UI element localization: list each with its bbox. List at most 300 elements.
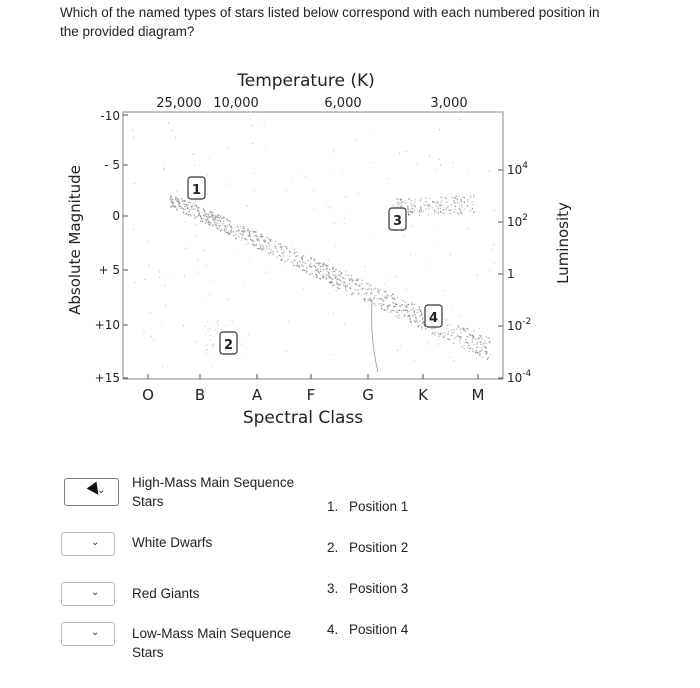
star-dot — [229, 224, 230, 225]
star-dot — [468, 201, 469, 202]
star-dot — [233, 235, 234, 236]
magnitude-axis-title: Absolute Magnitude — [66, 165, 84, 315]
star-dot — [473, 195, 474, 196]
star-dot — [322, 264, 323, 265]
star-dot — [457, 198, 458, 199]
star-dot — [443, 213, 444, 214]
star-dot — [402, 202, 403, 203]
star-dot — [268, 248, 269, 249]
star-dot — [400, 206, 401, 207]
star-dot — [452, 197, 453, 198]
star-dot — [297, 255, 298, 256]
star-dot — [279, 255, 280, 256]
star-dot — [310, 264, 311, 265]
star-dot — [374, 297, 375, 298]
star-dot — [251, 231, 252, 232]
star-dot — [370, 293, 371, 294]
star-dot — [171, 130, 172, 131]
answer-dropdown-4[interactable] — [61, 622, 115, 646]
star-dot — [326, 274, 327, 275]
star-dot — [448, 209, 449, 210]
star-dot — [408, 211, 409, 212]
star-dot — [221, 229, 222, 230]
star-dot — [227, 220, 228, 221]
star-dot — [417, 321, 418, 322]
star-dot — [420, 205, 421, 206]
star-dot — [252, 244, 253, 245]
star-dot — [264, 239, 265, 240]
star-dot — [309, 266, 310, 267]
luminosity-tick: $10^4$ — [507, 161, 529, 177]
star-dot — [384, 297, 385, 298]
star-dot — [268, 252, 269, 253]
star-dot — [202, 221, 203, 222]
star-dot — [464, 197, 465, 198]
star-dot — [345, 286, 346, 287]
star-dot — [468, 345, 469, 346]
star-dot — [489, 342, 490, 343]
star-dot — [250, 239, 251, 240]
chevron-down-icon: ⌄ — [91, 627, 100, 638]
star-dot — [445, 290, 446, 291]
star-dot — [458, 213, 459, 214]
star-dot — [211, 366, 212, 367]
star-dot — [437, 213, 438, 214]
star-dot — [446, 202, 447, 203]
star-dot — [395, 315, 396, 316]
star-dot — [287, 260, 288, 261]
star-dot — [275, 246, 276, 247]
star-dot — [335, 277, 336, 278]
star-dot — [409, 214, 410, 215]
star-dot — [220, 216, 221, 217]
luminosity-tick: $10^{-4}$ — [507, 369, 532, 385]
star-dot — [422, 320, 423, 321]
spectral-class-label: B — [194, 386, 206, 404]
star-dot — [185, 222, 186, 223]
svg-text:4: 4 — [428, 311, 439, 326]
star-dot — [407, 311, 408, 312]
star-dot — [356, 284, 357, 285]
star-dot — [225, 227, 226, 228]
star-dot — [171, 200, 172, 201]
star-dot — [472, 348, 473, 349]
star-dot — [355, 289, 356, 290]
star-dot — [489, 270, 490, 271]
star-dot — [323, 266, 324, 267]
star-dot — [275, 247, 276, 248]
star-dot — [194, 165, 195, 166]
star-dot — [458, 316, 459, 317]
star-dot — [176, 200, 177, 201]
star-dot — [203, 215, 204, 216]
star-dot — [445, 209, 446, 210]
star-dot — [318, 271, 319, 272]
star-dot — [434, 213, 435, 214]
star-dot — [436, 169, 437, 170]
star-dot — [440, 208, 441, 209]
match-item-label: High-Mass Main Sequence Stars — [132, 475, 295, 509]
star-dot — [484, 341, 485, 342]
star-dot — [210, 222, 211, 223]
star-dot — [472, 208, 473, 209]
star-dot — [436, 205, 437, 206]
star-dot — [427, 214, 428, 215]
star-dot — [485, 343, 486, 344]
star-dot — [198, 214, 199, 215]
star-dot — [428, 208, 429, 209]
star-dot — [464, 208, 465, 209]
star-dot — [333, 267, 334, 268]
star-dot — [399, 317, 400, 318]
star-dot — [421, 314, 422, 315]
star-dot — [302, 256, 303, 257]
star-dot — [225, 325, 226, 326]
star-dot — [410, 203, 411, 204]
star-dot — [244, 228, 245, 229]
star-dot — [472, 201, 473, 202]
star-dot — [340, 280, 341, 281]
star-dot — [314, 260, 315, 261]
star-dot — [220, 220, 221, 221]
star-dot — [204, 211, 205, 212]
star-dot — [210, 216, 211, 217]
star-dot — [240, 226, 241, 227]
star-dot — [378, 290, 379, 291]
star-dot — [454, 209, 455, 210]
star-dot — [434, 209, 435, 210]
star-dot — [253, 245, 254, 246]
star-dot — [429, 156, 430, 157]
star-dot — [438, 211, 439, 212]
star-dot — [437, 339, 438, 340]
magnitude-tick: 0 — [112, 209, 120, 223]
star-dot — [442, 333, 443, 334]
star-dot — [212, 217, 213, 218]
star-dot — [297, 264, 298, 265]
star-dot — [326, 265, 327, 266]
star-dot — [332, 175, 333, 176]
star-dot — [428, 204, 429, 205]
star-dot — [410, 212, 411, 213]
star-dot — [227, 218, 228, 219]
star-dot — [418, 212, 419, 213]
star-dot — [375, 305, 376, 306]
star-dot — [361, 289, 362, 290]
star-dot — [328, 259, 329, 260]
star-dot — [167, 273, 168, 274]
star-dot — [159, 271, 160, 272]
luminosity-tick: 1 — [507, 267, 515, 281]
star-dot — [207, 219, 208, 220]
position-marker-4 — [425, 305, 442, 327]
star-dot — [353, 292, 354, 293]
star-dot — [414, 304, 415, 305]
star-dot — [415, 206, 416, 207]
star-dot — [395, 276, 396, 277]
star-dot — [412, 211, 413, 212]
star-dot — [143, 331, 144, 332]
star-dot — [440, 165, 441, 166]
star-dot — [170, 199, 171, 200]
answer-dropdown-2[interactable] — [61, 532, 115, 556]
star-dot — [217, 217, 218, 218]
star-dot — [216, 225, 217, 226]
star-dot — [430, 263, 431, 264]
star-dot — [208, 214, 209, 215]
star-dot — [205, 326, 206, 327]
star-dot — [170, 206, 171, 207]
star-dot — [410, 210, 411, 211]
star-dot — [454, 329, 455, 330]
star-dot — [377, 291, 378, 292]
star-dot — [249, 231, 250, 232]
star-dot — [159, 277, 160, 278]
star-dot — [468, 343, 469, 344]
star-dot — [264, 242, 265, 243]
star-dot — [335, 269, 336, 270]
star-dot — [327, 265, 328, 266]
star-dot — [388, 279, 389, 280]
star-dot — [421, 210, 422, 211]
magnitude-tick: +10 — [94, 318, 120, 332]
star-dot — [318, 264, 319, 265]
star-dot — [204, 215, 205, 216]
star-dot — [331, 152, 332, 153]
star-dot — [228, 148, 229, 149]
star-dot — [191, 207, 192, 208]
star-dot — [248, 334, 249, 335]
star-dot — [457, 325, 458, 326]
star-dot — [475, 339, 476, 340]
star-dot — [210, 335, 211, 336]
star-dot — [262, 245, 263, 246]
star-dot — [489, 170, 490, 171]
star-dot — [480, 353, 481, 354]
star-dot — [323, 277, 324, 278]
star-dot — [455, 206, 456, 207]
star-dot — [247, 229, 248, 230]
star-dot — [434, 211, 435, 212]
star-dot — [235, 238, 236, 239]
star-dot — [263, 240, 264, 241]
star-dot — [355, 283, 356, 284]
star-dot — [452, 332, 453, 333]
star-dot — [450, 213, 451, 214]
star-dot — [207, 174, 208, 175]
star-dot — [441, 197, 442, 198]
star-dot — [352, 280, 353, 281]
star-dot — [389, 305, 390, 306]
star-dot — [396, 198, 397, 199]
star-dot — [397, 316, 398, 317]
star-dot — [440, 202, 441, 203]
star-dot — [385, 291, 386, 292]
star-dot — [369, 298, 370, 299]
star-dot — [262, 249, 263, 250]
spectral-class-label: A — [251, 386, 263, 404]
star-dot — [243, 233, 244, 234]
star-dot — [427, 205, 428, 206]
star-dot — [349, 279, 350, 280]
star-dot — [443, 209, 444, 210]
star-dot — [449, 339, 450, 340]
star-dot — [242, 227, 243, 228]
star-dot — [397, 206, 398, 207]
star-dot — [331, 284, 332, 285]
star-dot — [349, 283, 350, 284]
star-dot — [195, 218, 196, 219]
star-dot — [324, 273, 325, 274]
star-dot — [394, 298, 395, 299]
star-dot — [470, 210, 471, 211]
star-dot — [210, 212, 211, 213]
star-dot — [346, 284, 347, 285]
star-dot — [423, 211, 424, 212]
star-dot — [349, 287, 350, 288]
star-dot — [403, 310, 404, 311]
star-dot — [172, 201, 173, 202]
star-dot — [198, 272, 199, 273]
star-dot — [446, 207, 447, 208]
star-dot — [412, 226, 413, 227]
star-dot — [481, 335, 482, 336]
star-dot — [446, 198, 447, 199]
star-dot — [223, 217, 224, 218]
star-dot — [460, 329, 461, 330]
star-dot — [398, 315, 399, 316]
star-scatter — [132, 118, 495, 367]
star-dot — [396, 202, 397, 203]
star-dot — [276, 257, 277, 258]
star-dot — [320, 269, 321, 270]
star-dot — [387, 178, 388, 179]
star-dot — [483, 346, 484, 347]
star-dot — [174, 207, 175, 208]
star-dot — [351, 294, 352, 295]
star-dot — [415, 199, 416, 200]
star-dot — [281, 249, 282, 250]
star-dot — [438, 343, 439, 344]
star-dot — [456, 328, 457, 329]
star-dot — [194, 153, 195, 154]
star-dot — [396, 311, 397, 312]
star-dot — [270, 252, 271, 253]
star-dot — [311, 273, 312, 274]
star-dot — [197, 208, 198, 209]
star-dot — [432, 202, 433, 203]
star-dot — [406, 305, 407, 306]
star-dot — [408, 199, 409, 200]
star-dot — [419, 315, 420, 316]
star-dot — [489, 337, 490, 338]
star-dot — [179, 206, 180, 207]
star-dot — [479, 337, 480, 338]
star-dot — [436, 202, 437, 203]
star-dot — [447, 334, 448, 335]
star-dot — [315, 266, 316, 267]
star-dot — [333, 274, 334, 275]
star-dot — [403, 316, 404, 317]
star-dot — [347, 286, 348, 287]
star-dot — [291, 241, 292, 242]
star-dot — [343, 277, 344, 278]
star-dot — [260, 234, 261, 235]
star-dot — [414, 205, 415, 206]
star-dot — [467, 336, 468, 337]
star-dot — [428, 206, 429, 207]
star-dot — [333, 271, 334, 272]
star-dot — [286, 269, 287, 270]
star-dot — [391, 310, 392, 311]
star-dot — [383, 309, 384, 310]
star-dot — [411, 302, 412, 303]
star-dot — [293, 260, 294, 261]
star-dot — [295, 260, 296, 261]
star-dot — [144, 279, 145, 280]
star-dot — [183, 208, 184, 209]
answer-dropdown-3[interactable] — [61, 582, 115, 606]
star-dot — [435, 332, 436, 333]
star-dot — [456, 195, 457, 196]
answer-dropdown-1[interactable] — [64, 478, 119, 506]
star-dot — [421, 197, 422, 198]
star-dot — [331, 282, 332, 283]
star-dot — [309, 274, 310, 275]
star-dot — [472, 339, 473, 340]
star-dot — [310, 258, 311, 259]
star-dot — [334, 271, 335, 272]
star-dot — [230, 225, 231, 226]
star-dot — [358, 293, 359, 294]
star-dot — [215, 216, 216, 217]
star-dot — [439, 159, 440, 160]
star-dot — [476, 347, 477, 348]
star-dot — [186, 205, 187, 206]
star-dot — [447, 325, 448, 326]
star-dot — [336, 290, 337, 291]
star-dot — [385, 284, 386, 285]
star-dot — [444, 332, 445, 333]
isoline-curve — [372, 300, 378, 372]
star-dot — [407, 206, 408, 207]
star-dot — [329, 269, 330, 270]
star-dot — [203, 250, 204, 251]
star-dot — [177, 201, 178, 202]
star-dot — [154, 340, 155, 341]
star-dot — [255, 231, 256, 232]
star-dot — [267, 237, 268, 238]
star-dot — [272, 254, 273, 255]
star-dot — [441, 205, 442, 206]
star-dot — [236, 231, 237, 232]
star-dot — [414, 360, 415, 361]
star-dot — [324, 265, 325, 266]
star-dot — [344, 278, 345, 279]
position-marker-2 — [220, 332, 237, 354]
star-dot — [413, 307, 414, 308]
luminosity-tick: $10^2$ — [507, 213, 529, 229]
temperature-tick: 6,000 — [324, 96, 362, 111]
star-dot — [265, 146, 266, 147]
star-dot — [483, 343, 484, 344]
star-dot — [302, 262, 303, 263]
star-dot — [394, 310, 395, 311]
spectral-class-label: K — [418, 386, 428, 404]
star-dot — [302, 259, 303, 260]
star-dot — [373, 162, 374, 163]
star-dot — [332, 278, 333, 279]
